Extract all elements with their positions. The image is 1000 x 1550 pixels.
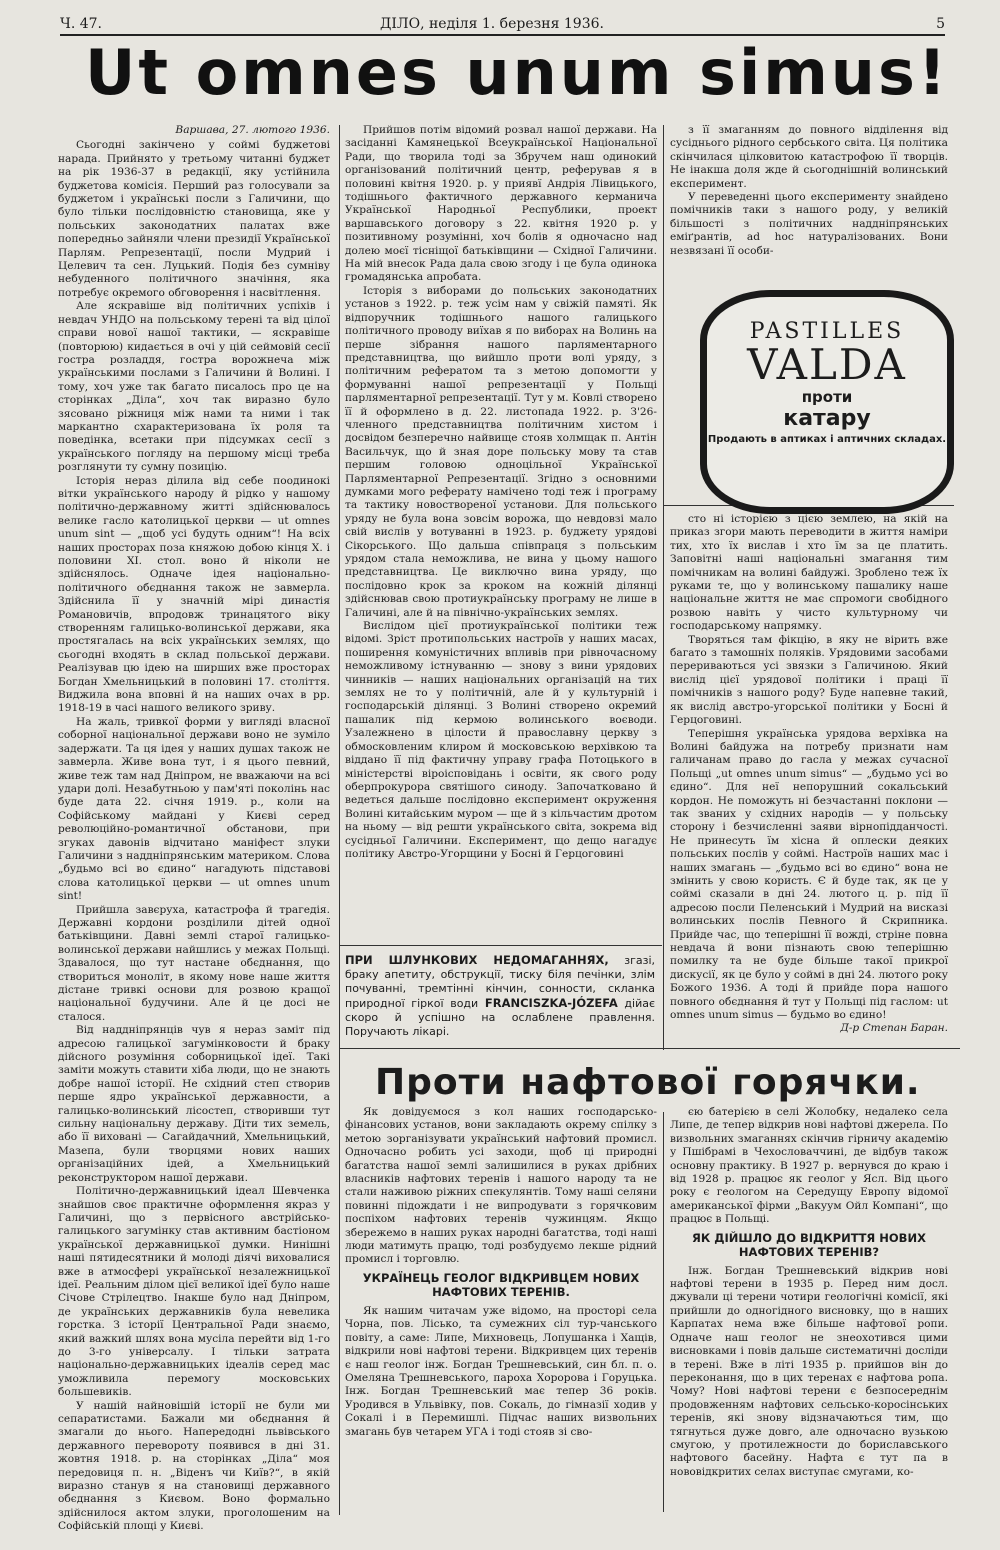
dateline: Варшава, 27. лютого 1936. bbox=[175, 124, 330, 136]
divider bbox=[340, 945, 662, 946]
paragraph: з її змаганням до повного відділення від сусіднього рідного сербського світа. Ця політика скінчилася цілковитою катастрофою її творців. Не інакша доля жде й сьогоднішній волинський експеримент. bbox=[670, 124, 948, 190]
paragraph: Інж. Богдан Трешневський відкрив нові нафтові терени в 1935 р. Перед ним досл. джували ці терени чотири геологічні комісії, які прийшли до одногідного висновку, що в наших Карпатах нема вже більше нафтової ропи. Одначе наш геолог не знеохотився цими висновками і повів дальше систематичні досліди в терені. Вже в літі 1935 р. прийшов він до переконання, що в цих теренах є нафтова ропа. Чому? Нові нафтові терени є безпосереднім продовженням нафтових сельсько-коросінських теренів, які знову відзначаються тим, що тягнуться дуже довго, але одночасно вузькою смугою, у протилежности до бориславського нафтового басейну. Нафта є тут па в нововідкритих селах виступає смугами, ко- bbox=[670, 1264, 948, 1478]
paragraph: Політично-державницький ідеал Шевченка знайшов своє практичне оформлення якраз у Галичині, що з первісного австрійсько-галицького загумінку став активним бастіоном української державницької думки. Нинішні наші пятидесятники й молоді діячі виховалися вже в атмосфері української незалежницької ідеї. Реальним ділом цієї великої ідеї було наше Січове Стрілецтво. Інакше було над Дніпром, де українських державників була невелика горстка. З історії Центральної Ради знаємо, який важкий шлях вона мусіла перейти від 1-го до 3-го універсалу. І тільки затрата національно-державницьких ідеалів серед мас уможливила перемогу московських большевиків. bbox=[58, 1185, 330, 1399]
masthead-date: ДІЛО, неділя 1. березня 1936. bbox=[380, 16, 604, 32]
article-column-1 bbox=[58, 124, 330, 1533]
signature: Д-р Степан Баран. bbox=[840, 1022, 948, 1035]
article2-column-2 bbox=[670, 1106, 948, 1514]
column-rule bbox=[663, 1112, 664, 1512]
mineral-water-advertisement bbox=[345, 953, 655, 1039]
ad-tagline: катару bbox=[783, 406, 871, 431]
paragraph: Від наддніпрянців чув я нераз заміт під адресою галицької загумінковости й браку дійсного розуміння соборницької ідеї. Такі заміти можуть ставити хіба люди, що не знають добре нашої історії. Не східний степ створив перше ядро української державности, а галицько-волинський лісостеп, створивши тут сильну національну державу. Діти тих земель, або її виховані — Сагайдачний, Хмельницький, Мазепа, були творцями нових наших організаційних ідей, а Хмельницький реконструктором нашої держави. bbox=[58, 1024, 330, 1184]
article-column-3-bottom bbox=[670, 513, 948, 1045]
paragraph: Прийшла завєруха, катастрофа й трагедія. Державні кордони розділили дітей одної батьківщини. Давні землі старої галицько-волинської держави найшлись у межах Польщі. Здавалося, що тут настане обєднання, що створиться моноліт, в якому нове наше життя дістане тривкі основи для розвою кращої національної будучини. Але й це досі не сталося. bbox=[58, 903, 330, 1023]
column-rule bbox=[663, 125, 664, 1050]
column-rule bbox=[339, 125, 340, 1515]
article-column-2 bbox=[345, 124, 657, 942]
paragraph: Сьогодні закінчено у соймі буджетові нарада. Прийнято у третьому читанні буджет на рік 1936-37 в редакції, яку устійнила буджетова комісія. Перший раз голосували за буджетом і українські посли з Галичини, що було тільки послідовністю становища, яке у польських законодатних палатах вже попередньо зайняли члени президії Української Парлям. Репрезентації, посли Мудрий і Целевич та сен. Луцький. Подія без сумніву небуденного політичного значіння, яка потребує окремого обговорення і насвітлення. bbox=[58, 139, 330, 299]
ad-brand: PASTILLES bbox=[749, 319, 905, 344]
paragraph: Теперішня українська урядова верхівка на Волині байдужа на потребу признати нам галичанам право до гасла у межах сучасної Польщі „ut omnes unum simus“ — „будьмо усі во єдино“. Для неї непорушний сокальський кордон. Не поможуть ні безчастанні поклони — так званих у східних народів — у польську сторону і безчисленні заяви вірнопідданчості. Не принесуть їм хісна й оплески деяких польських послів у соймі. Настроїв наших мас і наших змагань — „будьмо всі во єдино“ вона не змінить у свою користь. Є й буде так, як це у соймі сказали в дні 24. лютого ц. р. під її адресою посли Пеленський і Мудрий на висказі волинських послів Певного й Скрипника. Прийде час, що теперішні її вожді, стріне повна невдача й вони пізнають свою теперішню помилку та не буде більше такої прикрої дискусії, як це було у соймі в дні 24. лютого року Божого 1936. А тоді й прийде пора нашого повного обєднання й тут у Польщі під гаслом: ut omnes unum simus — будьмо во єдино! bbox=[670, 727, 948, 1022]
page-number-left: Ч. 47. bbox=[60, 16, 102, 32]
ad-text: згазі, браку апетиту, обструкції, тиску біля печінки, злім почуванні, тремтінні кінчин, сонности, скланка природної гіркої води bbox=[345, 954, 655, 1010]
paragraph: єю батерією в селі Жолобку, недалеко села Липе, де тепер відкрив нові нафтові джерела. По визвольних змаганнях скінчив гірничу академію у Пшібрамі в Чехословаччині, де відбув також основну практику. В 1927 р. вернувся до краю і від 1928 р. працює як геолог у Ясл. Від цього року є геологом на Середущу Европу відомої американської фірми „Вакуум Ойл Компані“, що працює в Польщі. bbox=[670, 1106, 948, 1226]
subheading: УКРАЇНЕЦЬ ГЕОЛОГ ВІДКРИВЦЕМ НОВИХ НАФТОВИХ ТЕРЕНІВ. bbox=[362, 1270, 640, 1299]
page-header bbox=[60, 14, 945, 36]
ad-tagline: проти bbox=[801, 388, 853, 406]
main-headline: Ut omnes unum simus! bbox=[85, 36, 950, 109]
paragraph: У переведенні цього експерименту знайдено помічників таки з нашого роду, у великій більшості з політичних наддніпрянських еміґрантів, ad hoc натуралізованих. Вони незвязані її особи- bbox=[670, 191, 948, 257]
paragraph: Історія з виборами до польських законодатних установ з 1922. р. теж усім нам у свіжій памяті. Як відпоручник тодішнього нашого галицького політичного проводу виїхав я по виборах на Волинь на перше зібрання нашого парляментарного представництва, що вийшло проти волі уряду, з політичним рефератом та з метою допомогти у формуванні нашої репрезентації у Польщі парляментарної репрезентації. Тут у м. Ковлі створено її й оформлено в д. 22. листопада 1922. р. З'26-членного представництва політичним хистом і досвідом безперечно найвище стояв холмщак п. Антін Васильчук, що й зная доре польську мову та став першим головою одноцільної Української Парляментарної Репрезентації. Згідно з основними думками мого реферату намічено тоді теж і програму та тактику новоствореної установи. Для польського уряду не була вона зовсім ворожа, що невдовзі мало свій вислів у вотуванні в 1923. р. буджету урядові Сікорського. Що дальша співпраця з польським урядом стала неможлива, не вина у цьому нашого представництва. Це виключно вина уряду, що послідовно крок за кроком на кожній ділянці здійснював свою протиукраїнську програму не лише в Галичині, але й на північно-українських землях. bbox=[345, 284, 657, 619]
ad-text: дійає скоро й успішно на ослаблене правлення. Поручають лікарі. bbox=[345, 997, 655, 1038]
ad-product-name: VALDA bbox=[747, 340, 907, 389]
paragraph: сто ні історією з цією землею, на якій на приказ згори мають переводити в життя наміри тих, хто їх вислав і хто їм за це платить. Заповітні наші національні змагання тим помічникам на волині байдужі. Зроблено теж їх руками те, що у волинському пашалику наше національне життя не має спромоги свобідного розвою навіть у чисто культурному чи господарському напрямку. bbox=[670, 513, 948, 633]
page-number-right: 5 bbox=[936, 16, 945, 32]
paragraph: На жаль, тривкої форми у вигляді власної соборної національної держави воно не зуміло задержати. Та ця ідея у наших душах також не завмерла. Живе вона тут, і я цього певний, живе теж там над Дніпром, не вважаючи на всі удари долі. Незабутньою у пам'яті поколінь нас буде дата 22. січня 1919. р., коли на Софійському майдані у Києві серед революційно-романтичної обстанови, при згуках давонів відчитано маніфест злуки Галичини з наддніпрянським материком. Слова „будьмо всі во єдино“ нагадують підставові слова католицької церкви — ut omnes unum sint! bbox=[58, 715, 330, 903]
paragraph: Але яскравіше від політичних успіхів і невдач УНДО на польському терені та від цілої справи нової нашої тактики, — яскравіше (повторюю) кидається в очі у цій сеймовій сесії гостра розладдя, гостра ворожнеча між українськими послами з Галичини й Волині. І тому, хоч уже так багато писалось про це на сторінках „Діла“, хоч так виразно було зясовано ріжниця між нами та ними і так маркантно схарактеризована їх роля та поведінка, всетаки при підсумках сесії з українського погляду на першому місці треба розглянути ту сумну позицію. bbox=[58, 300, 330, 474]
ad-product-name: FRANCISZKA-JÓZEFA bbox=[484, 996, 618, 1010]
ad-lead: ПРИ ШЛУНКОВИХ НЕДОМАГАННЯХ, bbox=[345, 953, 609, 967]
divider bbox=[340, 1048, 960, 1049]
subheading: ЯК ДІЙШЛО ДО ВІДКРИТТЯ НОВИХ НАФТОВИХ ТЕРЕНІВ? bbox=[692, 1230, 926, 1259]
paragraph: Як нашим читачам уже відомо, на просторі села Чорна, пов. Лісько, та сумежних сіл тур-чанського повіту, а саме: Липе, Михновець, Лопушанка і Хащів, відкрили нові нафтові терени. Відкривцем цих теренів є наш геолог інж. Богдан Трешневський, син бл. п. о. Омеляна Трешневського, пароха Хоророва і Горуцька. Інж. Богдан Трешневський має тепер 36 років. Уродився в Ульвівку, пов. Сокаль, до гімназії ходив у Сокалі і в Перемишлі. Підчас наших визвольних змагань був четарем УГА і тоді стояв зі сво- bbox=[345, 1304, 657, 1438]
article-column-3-top bbox=[670, 124, 948, 284]
valda-advertisement bbox=[700, 290, 954, 514]
paragraph: Творяться там фікцію, в яку не вірить вже багато з тамошніх поляків. Урядовими засобами перериваються усі звязки з Галичиною. Який вислід цієї урядової політики і праці її помічників з нашого роду? Буде напевне такий, як вислід австро-угорської політики у Босні й Герцоговині. bbox=[670, 633, 948, 727]
paragraph: Вислідом цієї протиукраїнської політики теж відомі. Зріст протипольських настроїв у наших масах, поширення комуністичних впливів при рівночасному неможливому істнуванню — знову з вини урядових чинників — наших національних організацій на тих землях не то у політичній, але й у культурній і господарській ділянці. З Волині створено окремий пашалик під кермою волинського воєводи. Узалежнено в цілости й православну церкву з обмосковленим клиром й московською верхівкою та віддано її під фактичну управу графа Потоцького в міністерстві віроісповідань і освіти, як свого роду оберпрокурора святішого синоду. Започатковано й ведеться дальше послідовно експеримент окруження Волині китайським муром — ще й з кільчастим дротом на ньому — від решти українського світа, зокрема від сусідньої Галичини. Експеримент, що дещо нагадує політику Австро-Угорщини у Босні й Герцоговині bbox=[345, 620, 657, 860]
paragraph: У нашій найновішій історії не були ми сепаратистами. Бажали ми обєднання й змагали до нього. Напередодні львівського державного перевороту появився в дні 31. жовтня 1918. р. на сторінках „Діла“ моя передовиця п. н. „Віденъ чи Київ?“, в якій виразно станув я на становищі державного обєднання з Києвом. Воно формально здійснилося актом злуки, проголошеним на Софійській площі у Києві. bbox=[58, 1399, 330, 1533]
article2-column-1 bbox=[345, 1106, 657, 1514]
paragraph: Прийшов потім відомий розвал нашої держави. На засіданні Камянецької Всеукраїнської Національної Ради, що творила тоді за Збручем наш одинокий організований політичний центр, реферував я в половині квітня 1920. р. у приявї Андрія Лівицького, тодішнього фактичного державного керманича Української Народньої Республики, проект варшавського договору з 22. квітня 1920 р. у позитивному розумінні, хоч болів я одночасно над долею моєї тісніщої батьківщини — Східної Галичини. На мій внесок Рада дала свою згоду і це була одинока громадянська апробата. bbox=[345, 124, 657, 284]
article2-headline: Проти нафтової горячки. bbox=[375, 1062, 921, 1103]
paragraph: Історія нераз ділила від себе поодинокі вітки українського народу й рідко у нашому політично-державному житті здійснювалось велике гасло католицької церкви — ut omnes unum sint — „щоб усі будуть одним“! На всіх наших просторах поза княжою добою кінця X. і половини XI. стол. воно й ніколи не здійснялось. Одначе ідея національно-політичного обєднання також не завмерла. Здійснила її у значній мірі династія Романовичів, впродовж тринацятого віку створенням галицько-волинської держави, яка простягалась на всіх українських землях, що сьогодні входять в склад польської держави. Реалізував цю ідею на ширших вже просторах Богдан Хмельницький в половині 17. століття. Виджила вона вповні й на наших очах в рр. 1918-19 в часі нашого великого зриву. bbox=[58, 474, 330, 715]
ad-note: Продають в аптиках і аптичних складах. bbox=[707, 434, 947, 445]
paragraph: Як довідуємося з кол наших господарсько-фінансових установ, вони закладають окрему спілку з метою зорганізувати український нафтовий промисл. Одночасно робить усі заходи, щоб ці природні багатства нашої землі залишилися в руках дрібних власників нафтових теренів і нашого народу та не стали наживою ріжних спекулянтів. Тому наші селяни повинні підождати і не випродувати з горячковим поспіхом нафтових теренів чужинцям. Якщо збережемо в наших руках народні багатства, тоді наші люди матимуть працю, тоді розбудуємо лекше рідний промисл і торговлю. bbox=[345, 1106, 657, 1266]
